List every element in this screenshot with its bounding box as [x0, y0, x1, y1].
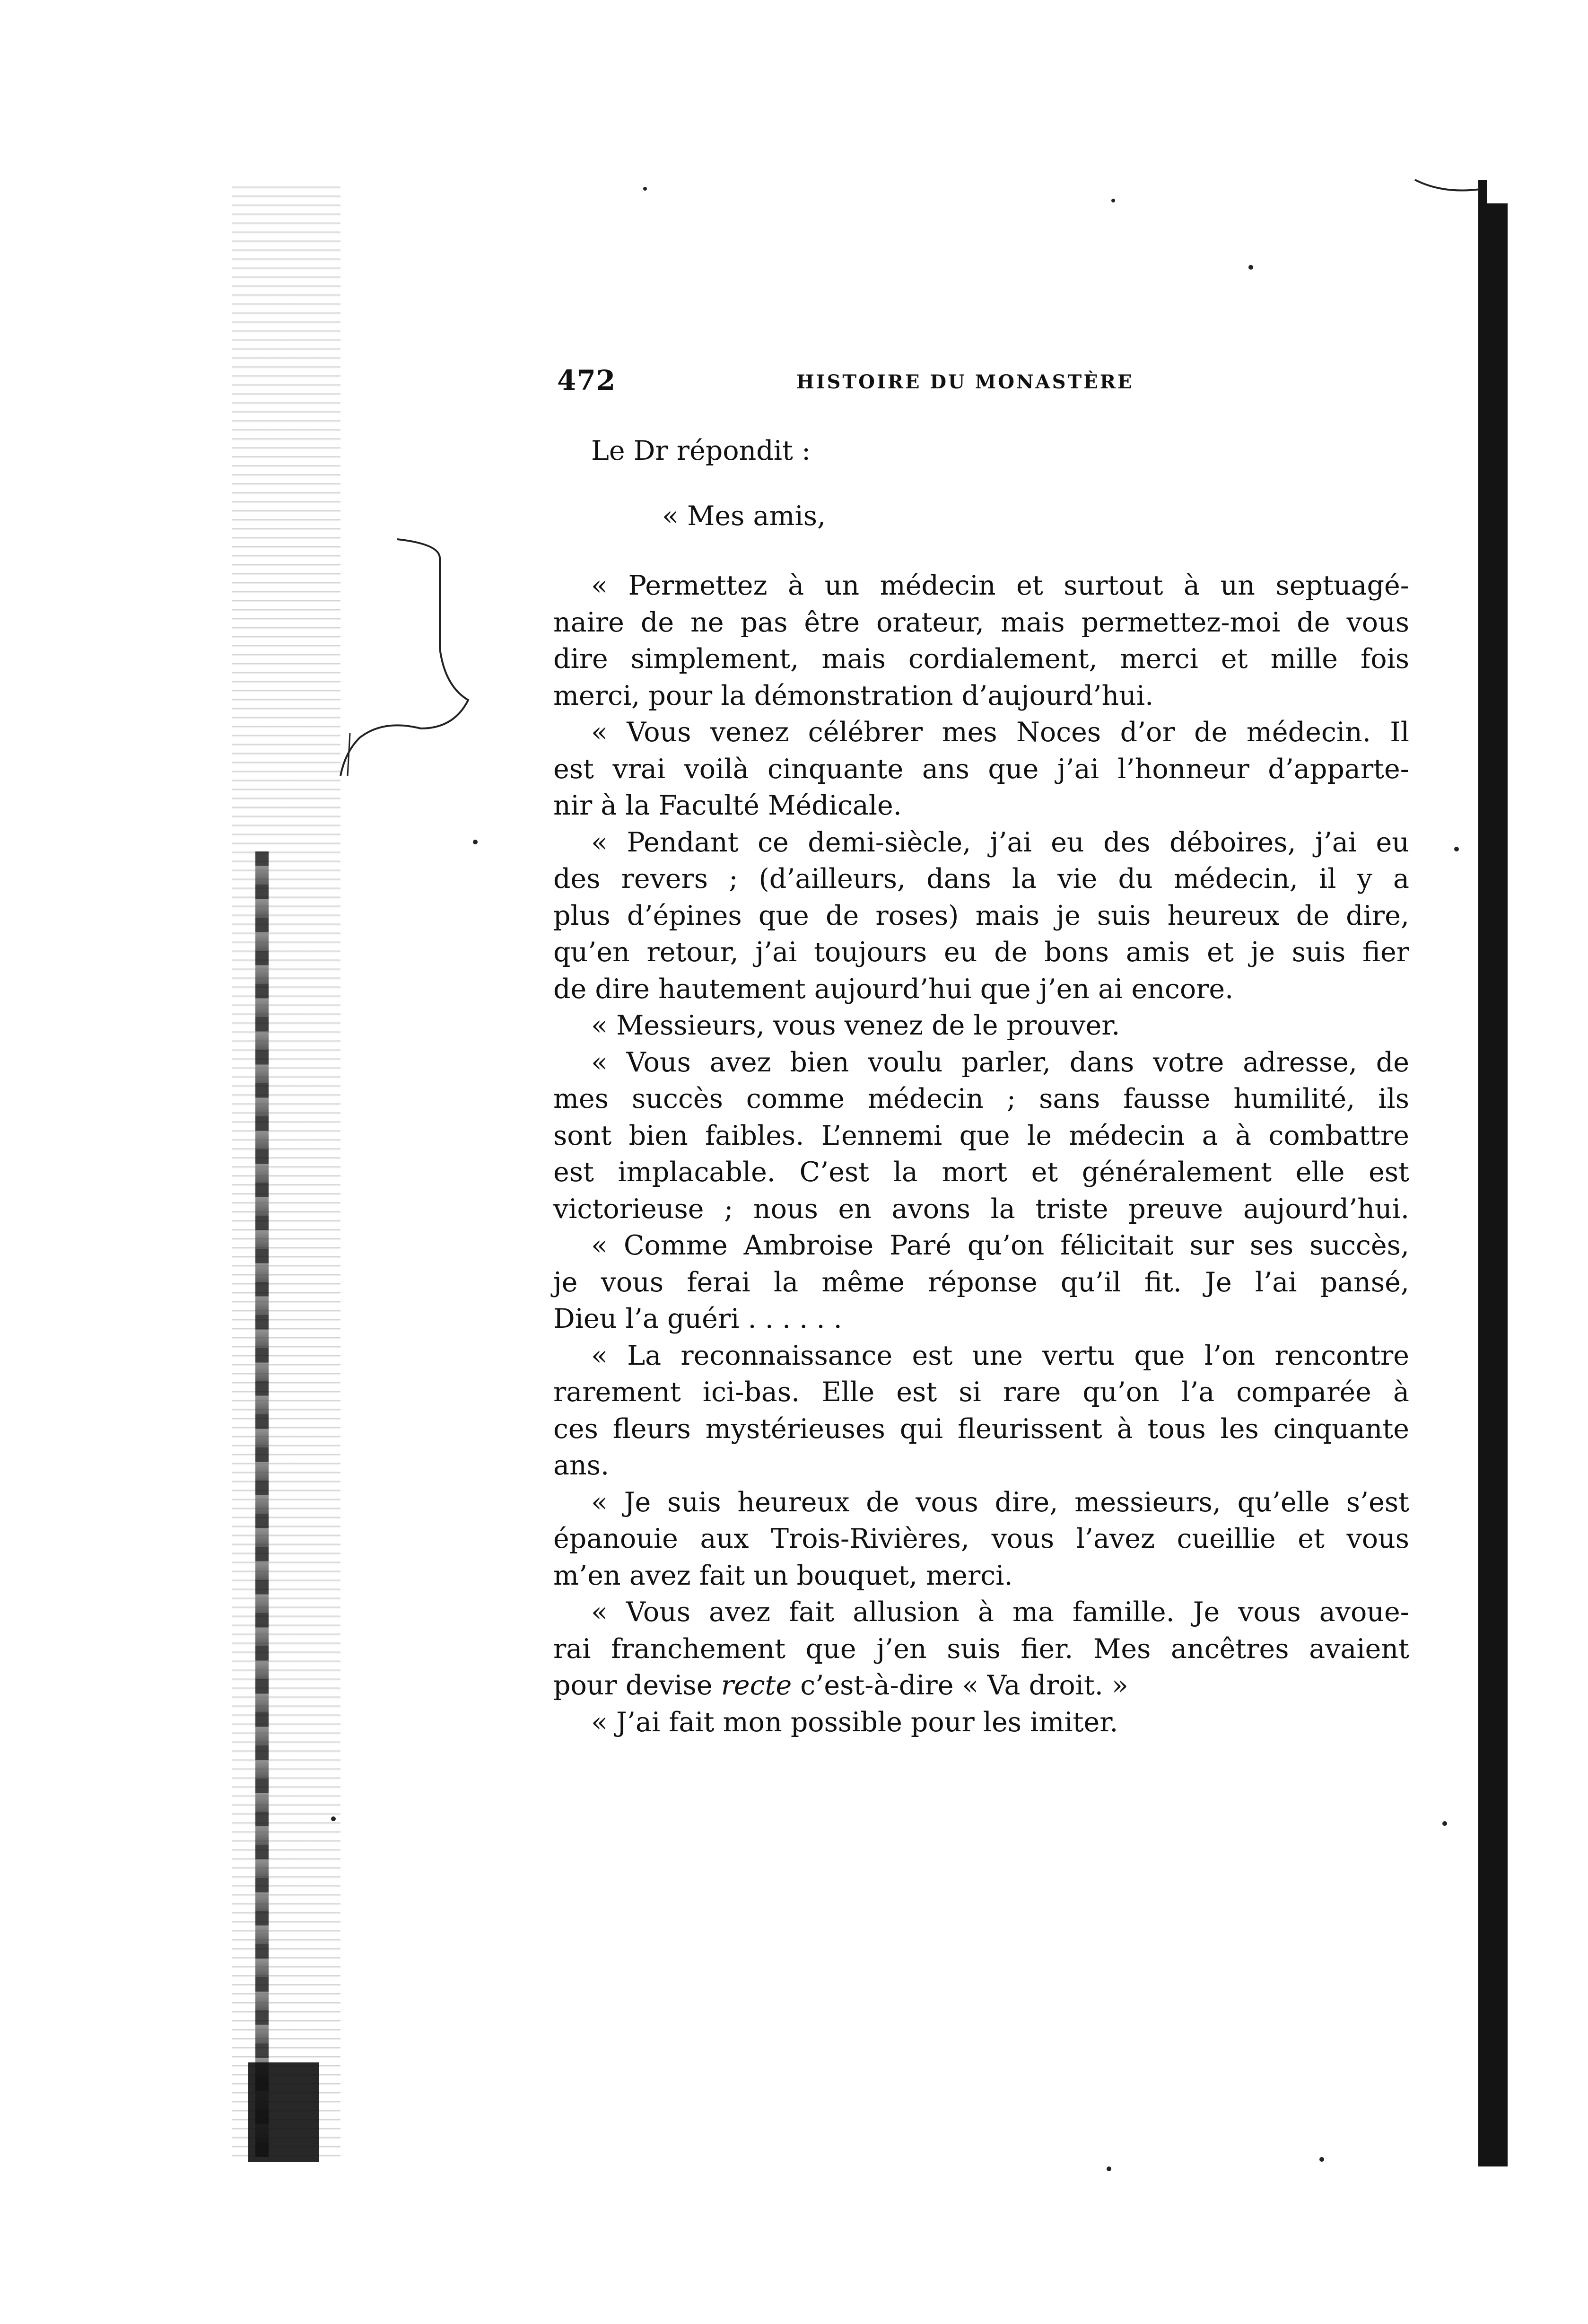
text-line: « Je suis heureux de vous dire, messieurs, qu’elle s’est [591, 1486, 1409, 1518]
text-line: de dire hautement aujourd’hui que j’en ai encore. [553, 973, 1234, 1005]
body-text [553, 433, 1409, 1741]
text-line: « Messieurs, vous venez de le prouver. [591, 1010, 1120, 1041]
text-line: « Permettez à un médecin et surtout à un septuagé- [591, 570, 1409, 601]
text-line: « Vous avez bien voulu parler, dans votre adresse, de [591, 1046, 1409, 1078]
text-line: sont bien faibles. L’ennemi que le médecin a à combattre [553, 1120, 1409, 1151]
text-line [553, 1667, 1409, 1704]
text-line: qu’en retour, j’ai toujours eu de bons amis et je suis fier [553, 937, 1409, 968]
text-line: Le Dr répondit : [591, 435, 811, 466]
scan-right-edge [1478, 203, 1508, 2166]
text-line: ces fleurs mystérieuses qui fleurissent à tous les cinquante [553, 1413, 1409, 1445]
spacer [553, 470, 1409, 498]
pencil-annotation [331, 530, 473, 785]
text-line: « Mes amis, [662, 500, 826, 532]
text-run: pour devise [553, 1670, 721, 1701]
speck [1454, 847, 1459, 851]
page-number: 472 [557, 364, 616, 396]
scan-gutter-edge [255, 851, 269, 2157]
scan-gutter-shadow [232, 180, 340, 2157]
text-line: épanouie aux Trois-Rivières, vous l’avez cueillie et vous [553, 1523, 1409, 1554]
text-run: c’est-à-dire « Va droit. » [792, 1670, 1128, 1701]
speck [1319, 2157, 1324, 2162]
text-line: m’en avez fait un bouquet, merci. [553, 1560, 1013, 1591]
text-line: naire de ne pas être orateur, mais permettez-moi de vous [553, 606, 1409, 638]
text-line: « Vous venez célébrer mes Noces d’or de médecin. Il [591, 717, 1409, 748]
speck [1107, 2166, 1111, 2171]
corner-stroke [1414, 175, 1485, 203]
text-line: mes succès comme médecin ; sans fausse humilité, ils [553, 1083, 1409, 1114]
text-line: est vrai voilà cinquante ans que j’ai l’honneur d’apparte- [553, 753, 1409, 785]
spacer [553, 535, 1409, 568]
text-line: je vous ferai la même réponse qu’il fit. Je l’ai pansé, [553, 1266, 1409, 1298]
text-line: Dieu l’a guéri . . . . . . [553, 1303, 842, 1334]
text-line: des revers ; (d’ailleurs, dans la vie du médecin, il y a [553, 863, 1409, 895]
italic-word: recte [721, 1670, 792, 1701]
text-line: rai franchement que j’en suis fier. Mes ancêtres avaient [553, 1633, 1409, 1665]
speck [1442, 1821, 1447, 1826]
speck [1111, 199, 1115, 202]
text-line: « Vous avez fait allusion à ma famille. Je vous avoue- [591, 1596, 1409, 1628]
running-title: HISTOIRE DU MONASTÈRE [796, 371, 1134, 393]
text-line: est implacable. C’est la mort et généralement elle est [553, 1157, 1409, 1188]
text-line: ans. [553, 1450, 610, 1481]
speck [1248, 265, 1253, 270]
text-line: nir à la Faculté Médicale. [553, 790, 902, 821]
text-line: plus d’épines que de roses) mais je suis heureux de dire, [553, 900, 1409, 931]
text-line: « Comme Ambroise Paré qu’on félicitait sur ses succès, [591, 1230, 1409, 1261]
text-line: merci, pour la démonstration d’aujourd’hui. [553, 680, 1154, 711]
scan-gutter-blot [248, 2062, 319, 2162]
text-line: victorieuse ; nous en avons la triste preuve aujourd’hui. [553, 1193, 1409, 1225]
speck [331, 1816, 336, 1821]
text-line: « La reconnaissance est une vertu que l’on rencontre [591, 1340, 1409, 1371]
speck [643, 187, 647, 191]
text-line: « J’ai fait mon possible pour les imiter. [591, 1706, 1118, 1738]
page-header [557, 364, 1177, 397]
text-line: « Pendant ce demi-siècle, j’ai eu des déboires, j’ai eu [591, 826, 1409, 858]
speck [473, 840, 478, 844]
text-line: dire simplement, mais cordialement, merci et mille fois [553, 643, 1409, 675]
text-line: rarement ici-bas. Elle est si rare qu’on l’a comparée à [553, 1377, 1409, 1408]
